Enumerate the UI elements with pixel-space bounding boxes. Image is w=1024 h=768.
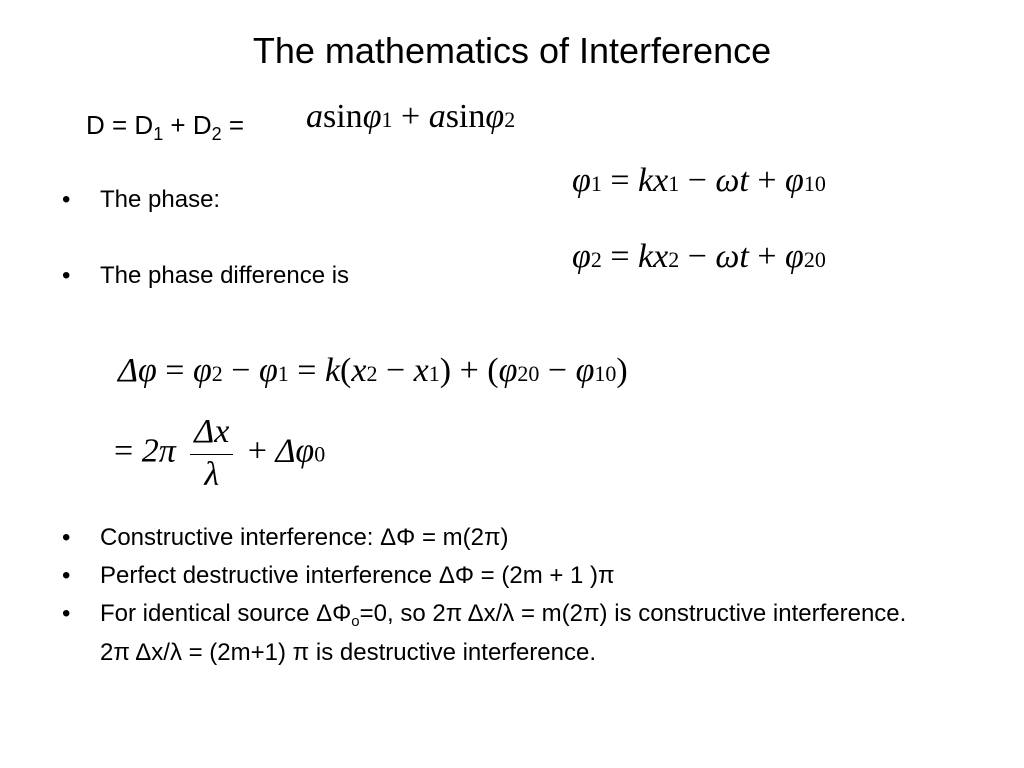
sin-1: sin [323,98,363,135]
bullet-phase: The phase: [100,186,221,213]
x-symbol: x [653,162,669,199]
phi-subscript: 2 [590,247,602,272]
paren: ( [340,352,352,389]
equals: = [610,162,630,199]
delta-phi: Δφ [118,352,157,389]
phase-difference-equation [118,352,628,390]
d-equals: = [221,110,245,140]
bullet-marker: • [62,600,71,627]
k-symbol: k [638,238,654,275]
subscript: 1 [277,361,289,386]
omega-symbol: ω [715,162,740,199]
bullet-marker: • [62,562,71,589]
two-pi: 2π [141,432,176,470]
bullet-destructive: Perfect destructive interference ΔΦ = (2m + 1 )π [100,562,615,589]
equals: = [610,238,630,275]
subscript: 2 [211,361,223,386]
x-symbol: x [413,352,429,389]
k-symbol: k [324,352,341,389]
phi0-symbol: φ [785,238,804,275]
bullet-identical-source [100,598,930,668]
bullet-phase-difference: The phase difference is [100,262,350,289]
bullet-marker: • [62,186,71,213]
phase-equation-1 [572,162,826,200]
d-sub-2: 2 [211,124,222,144]
omega-symbol: ω [715,238,740,275]
paren: ( [487,352,499,389]
phi-1-sub: 1 [381,107,393,132]
phi-symbol: φ [258,352,278,389]
minus: − [231,352,251,389]
phase-equation-2 [572,238,826,276]
x-subscript: 2 [668,247,680,272]
identical-source-text-2: =0, so 2π Δx/λ = m(2π) is constructive interference. 2π Δx/λ = (2m+1) π is destructive interference. [100,600,907,666]
minus: − [385,352,406,389]
d-sub-1: 1 [153,124,164,144]
superposition-equation [306,98,515,136]
x-symbol: x [351,352,367,389]
fraction-numerator: Δx [190,412,233,455]
x-subscript: 1 [668,171,680,196]
identical-source-subscript: o [351,613,360,630]
phi-1: φ [362,98,382,135]
minus: − [687,238,707,275]
fraction-denominator: λ [204,456,220,493]
minus: − [547,352,568,389]
d-plus: + D [163,110,212,140]
phase-difference-equation-2 [114,412,325,495]
d-prefix: D = D [86,110,154,140]
phi-symbol: φ [572,238,591,275]
subscript: 2 [366,361,378,386]
plus: + [757,162,777,199]
phi-2: φ [485,98,505,135]
k-symbol: k [638,162,654,199]
identical-source-text-1: For identical source ΔΦ [100,600,352,627]
plus: + [459,352,479,389]
x-symbol: x [653,238,669,275]
phi-symbol: φ [192,352,212,389]
paren: ) [439,352,452,389]
phi-symbol: φ [572,162,591,199]
phi-symbol: φ [575,352,595,389]
phi-subscript: 1 [590,171,602,196]
bullet-constructive: Constructive interference: ΔΦ = m(2π) [100,524,509,551]
subscript: 10 [594,361,617,386]
phi-symbol: φ [498,352,518,389]
sin-2: sin [445,98,486,135]
phi0-subscript: 20 [803,247,826,272]
t-symbol: t [739,162,749,199]
superposition-label [86,110,244,145]
subscript: 20 [517,361,540,386]
minus: − [687,162,707,199]
amp-a2: a [428,98,446,135]
phi0-subscript: 10 [803,171,826,196]
plus-sign: + [401,98,421,135]
equals: = [297,352,317,389]
phi0-symbol: φ [785,162,804,199]
subscript: 1 [428,361,440,386]
paren: ) [616,352,628,389]
delta-phi0: Δφ [275,432,315,470]
phi-2-sub: 2 [504,107,516,132]
equals: = [114,432,134,470]
subscript: 0 [314,441,326,467]
plus: + [247,432,267,470]
slide-title: The mathematics of Interference [252,30,772,71]
t-symbol: t [739,238,749,275]
bullet-marker: • [62,524,71,551]
bullet-marker: • [62,262,71,289]
fraction [190,412,233,495]
amp-a1: a [306,98,323,135]
plus: + [757,238,777,275]
equals: = [165,352,185,389]
